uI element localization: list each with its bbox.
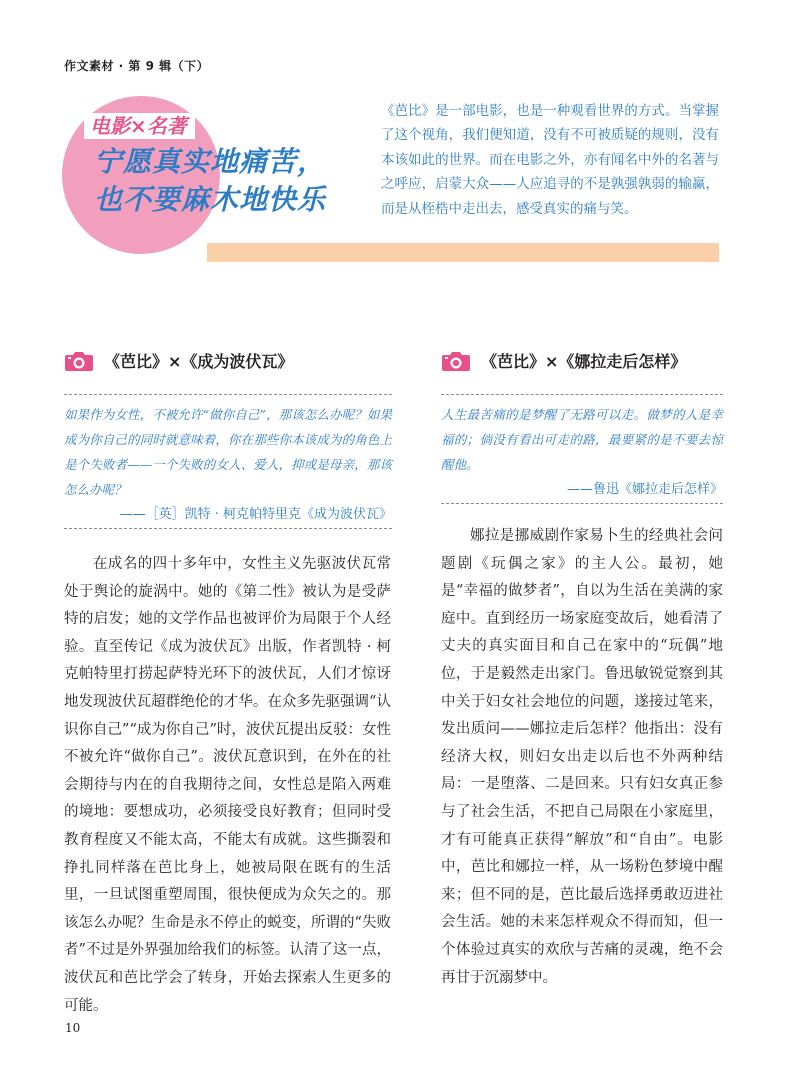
page-number: 10 <box>65 1021 81 1035</box>
page-title <box>94 143 354 219</box>
right-quote-box <box>441 394 723 504</box>
left-quote-box <box>64 394 392 529</box>
running-head: 作文素材 · 第 9 辑（下） <box>64 59 210 73</box>
right-section-heading <box>441 349 686 372</box>
left-quote-text: 如果作为女性，不被允许“做你自己”，那该怎么办呢？如果成为你自己的同时就意味着，你在那些你本该成为的角色上是个失败者——一个失败的女人、爱人，抑或是母亲，那该怎么办呢？ <box>64 407 392 497</box>
camera-icon <box>441 350 471 372</box>
title-line-1: 宁愿真实地痛苦， <box>94 145 327 178</box>
left-body-text: 在成名的四十多年中，女性主义先驱波伏瓦常处于舆论的旋涡中。她的《第二性》被认为是受萨特的启发；她的文学作品也被评价为局限于个人经验。直至传记《成为波伏瓦》出版，作者凯特 · 柯克帕特里打捞起萨特光环下的波伏瓦，人们才惊讶地发现波伏瓦超群绝伦的才华。在众多先驱强调“认识你自己”“成为你自己”时，波伏瓦提出反驳：女性不被允许“做你自己”。波伏瓦意识到，在外在的社会期待与内在的自我期待之间，女性总是陷入两难的境地：要想成功，必须接受良好教育；但同时受教育程度又不能太高，不能太有成就。这些撕裂和挣扎同样落在芭比身上，她被局限在既有的生活里，一旦试图重塑周围，很快便成为众矢之的。那该怎么办呢？生命是永不停止的蜕变，所谓的“失败者”不过是外界强加给我们的标签。认清了这一点，波伏瓦和芭比学会了转身，开始去探索人生更多的可能。 <box>64 556 391 1014</box>
right-heading-text: 《芭比》×《娜拉走后怎样》 <box>481 352 687 371</box>
decorative-peach-bar <box>207 243 719 262</box>
intro-paragraph: 《芭比》是一部电影，也是一种观看世界的方式。当掌握了这个视角，我们便知道，没有不可被质疑的规则，没有本该如此的世界。而在电影之外，亦有闻名中外的名著与之呼应，启蒙大众——人应追寻的不是孰强孰弱的输赢，而是从桎梏中走出去，感受真实的痛与笑。 <box>381 103 719 217</box>
left-quote-source: ——［英］凯特 · 柯克帕特里克《成为波伏瓦》 <box>119 507 392 522</box>
right-quote-text: 人生最苦痛的是梦醒了无路可以走。做梦的人是幸福的；倘没有看出可走的路，最要紧的是不要去惊醒他。 <box>441 407 723 472</box>
camera-icon <box>64 350 94 372</box>
title-line-2: 也不要麻木地快乐 <box>94 183 327 216</box>
right-body-text: 娜拉是挪威剧作家易卜生的经典社会问题剧《玩偶之家》的主人公。最初，她是“幸福的做梦者”，自以为生活在美满的家庭中。直到经历一场家庭变故后，她看清了丈夫的真实面目和自己在家中的“玩偶”地位，于是毅然走出家门。鲁迅敏锐觉察到其中关于妇女社会地位的问题，遂接过笔来，发出质问——娜拉走后怎样？他指出：没有经济大权，则妇女出走以后也不外两种结局：一是堕落、二是回来。只有妇女真正参与了社会生活，不把自己局限在小家庭里，才有可能真正获得“解放”和“自由”。电影中，芭比和娜拉一样，从一场粉色梦境中醒来；但不同的是，芭比最后选择勇敢迈进社会生活。她的未来怎样观众不得而知，但一个体验过真实的欢欣与苦痛的灵魂，绝不会再甘于沉溺梦中。 <box>441 528 723 986</box>
left-heading-text: 《芭比》×《成为波伏瓦》 <box>104 352 294 371</box>
right-quote-source: ——鲁迅《娜拉走后怎样》 <box>566 482 723 497</box>
section-tag: 电影×名著 <box>84 113 195 139</box>
left-section-heading <box>64 349 293 372</box>
